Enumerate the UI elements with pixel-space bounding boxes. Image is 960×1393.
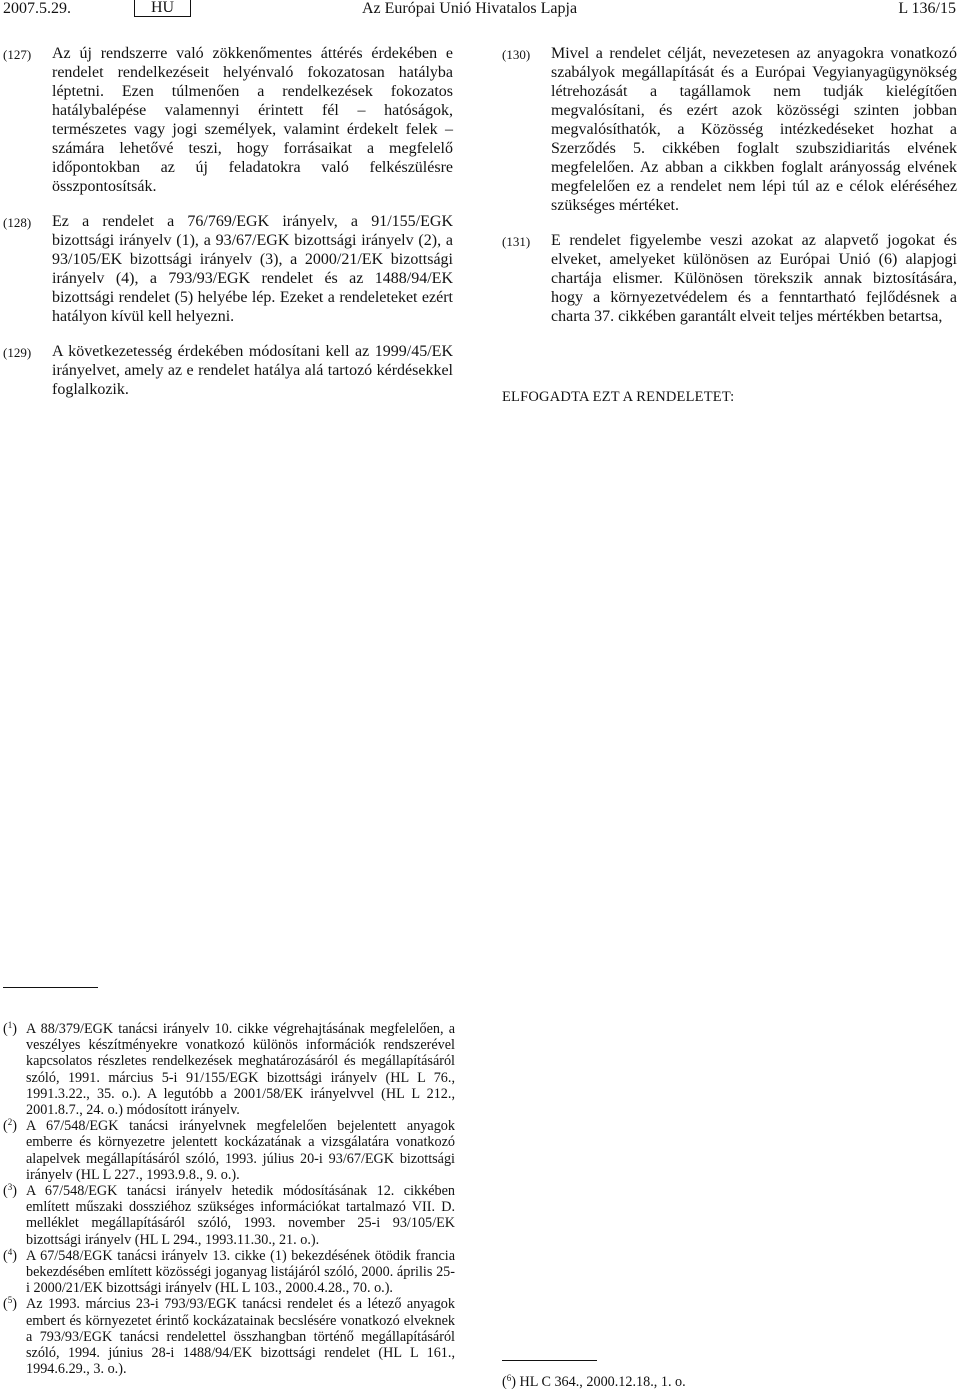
footnote-text: A 88/379/EGK tanácsi irányelv 10. cikke végrehajtásának megfelelően, a veszélyes készítményekre vonatkozó különös információk rendszerével kapcsolatos részletes rendelkezések meghatározásáról és megállapításáról szóló, 1991. március 5-i 91/155/EGK bizottsági irányelv (HL L 76., 1991.3.22., 35. o.). A legutóbb a 2001/58/EK irányelvvel (HL L 212., 2001.8.7., 24. o.) módosított irányelv. [26, 1021, 455, 1119]
footnote-text: HL C 364., 2000.12.18., 1. o. [519, 1374, 686, 1390]
footnote-marker: ($^4$) [3, 1246, 17, 1264]
recital-text: Ez a rendelet a 76/769/EGK irányelv, a 91/155/EGK bizottsági irányelv (1), a 93/67/EGK bizottsági irányelv (2), a 93/105/EK bizottsági irányelv (3), a 2000/21/EK bizottsági irányelv (4), a 793/93/EGK rendelet és az 1488/94/EK bizottsági rendelet (5) helyébe lép. Ezeket a rendeleteket ezért hatályon kívül kell helyezni. [52, 213, 453, 325]
recital-number: (129) [3, 345, 32, 360]
recital-131 [502, 231, 957, 326]
recital-number: (128) [3, 215, 32, 230]
footnote-text: A 67/548/EGK tanácsi irányelv 13. cikke (1) bekezdésének ötödik francia bekezdésében említett közösségi joganyag listájáról szóló, 2000. április 25-i 2000/21/EK bizottsági irányelv (HL L 103., 2000.4.28., 70. o.). [26, 1247, 455, 1297]
footnote-3 [3, 1183, 455, 1248]
recital-128 [3, 212, 453, 326]
footnote-divider-left [3, 987, 98, 988]
recital-text: Mivel a rendelet célját, nevezetesen az anyagokra vonatkozó szabályok megállapítását és a Európai Vegyianyagügynökség létrehozását a tagállamok nem tudják kielégítően megvalósítani, és ezért azok közösségi szinten jobban megvalósíthatók, a Közösség intézkedéseket hozhat a Szerződés 5. cikkében foglalt szubszidiaritás elvének megfelelően. Az abban a cikkben foglalt arányosság elvének megfelelően ez a rendelet nem lépi túl az e célok eléréséhez szükséges mértéket. [551, 45, 957, 214]
footnote-marker: ($^1$) [3, 1020, 17, 1037]
recital-number: (131) [502, 234, 531, 249]
header-date: 2007.5.29. [3, 0, 71, 17]
footnote-5 [3, 1296, 455, 1377]
recital-number: (130) [502, 47, 531, 62]
left-column [3, 44, 453, 415]
page-header [0, 0, 960, 20]
header-page-number: L 136/15 [898, 0, 956, 17]
footnote-text: A 67/548/EGK tanácsi irányelvnek megfelelően bejelentett anyagok emberre és környezetre jelentett kockázatának a vizsgálatára vonatkozó alapelvek megállapításáról szóló, 1993. július 20-i 93/67/EGK bizottsági irányelv (HL L 227., 1993.9.8., 9. o.). [26, 1118, 455, 1183]
footnote-6 [502, 1374, 686, 1390]
footnote-2 [3, 1118, 455, 1183]
recital-text: Az új rendszerre való zökkenőmentes áttérés érdekében e rendelet rendelkezéseit helyénvaló fokozatosan hatályba léptetni. Ezen túlmenően a rendelkezések fokozatos hatálybalépése valamennyi érintett fél – hatóságok, természetes vagy jogi személyek, valamint érdekelt felek – számára lehetővé teszi, hogy forrásaikat a megfelelő időpontokban az új feladatokra való felkészülésre összpontosítsák. [52, 45, 453, 195]
recital-text: E rendelet figyelembe veszi azokat az alapvető jogokat és elveket, amelyeket különösen az Európai Unió (6) alapjogi chartája elismer. Különösen törekszik annak biztosítására, hogy a környezetvédelem és a fenntartható fejlődésnek a charta 37. cikkében garantált elveit teljes mértékben betartsa, [551, 232, 957, 325]
recital-127 [3, 44, 453, 196]
adoption-formula: ELFOGADTA EZT A RENDELETET: [502, 389, 735, 405]
footnote-text: A 67/548/EGK tanácsi irányelv hetedik módosításának 12. cikkében említett műszaki dossziéhoz szükséges információkat tartalmazó VII. D. melléklet megállapításáról szóló, 1993. november 25-i 93/105/EK bizottsági irányelv (HL L 294., 1993.11.30., 21. o.). [26, 1183, 455, 1248]
footnote-1 [3, 1021, 455, 1118]
footnote-text: Az 1993. március 23-i 793/93/EGK tanácsi rendelet és a létező anyagok embert és környezetet érintő kockázatainak becslésére vonatkozó elveknek a 793/93/EGK tanácsi rendelettel összhangban történő megállapításáról szóló, 1994. június 28-i 1488/94/EK bizottsági rendelet (HL L 161., 1994.6.29., 3. o.). [26, 1296, 455, 1378]
recital-130 [502, 44, 957, 215]
footnote-marker: ($^2$) [3, 1117, 17, 1135]
footnote-divider-right [502, 1360, 597, 1361]
footnotes-left [3, 1021, 455, 1377]
footnote-marker: ($^5$) [3, 1295, 17, 1313]
footnote-marker: ($^6$) [502, 1373, 516, 1390]
recital-text: A következetesség érdekében módosítani kell az 1999/45/EK irányelvet, amely az e rendelet hatálya alá tartozó kérdésekkel foglalkozik. [52, 343, 453, 398]
right-column [502, 44, 957, 342]
header-language-code: HU [134, 0, 191, 17]
footnote-4 [3, 1248, 455, 1297]
header-journal-title: Az Európai Unió Hivatalos Lapja [362, 0, 578, 17]
recital-129 [3, 342, 453, 399]
footnote-marker: ($^3$) [3, 1182, 17, 1200]
recital-number: (127) [3, 47, 32, 62]
